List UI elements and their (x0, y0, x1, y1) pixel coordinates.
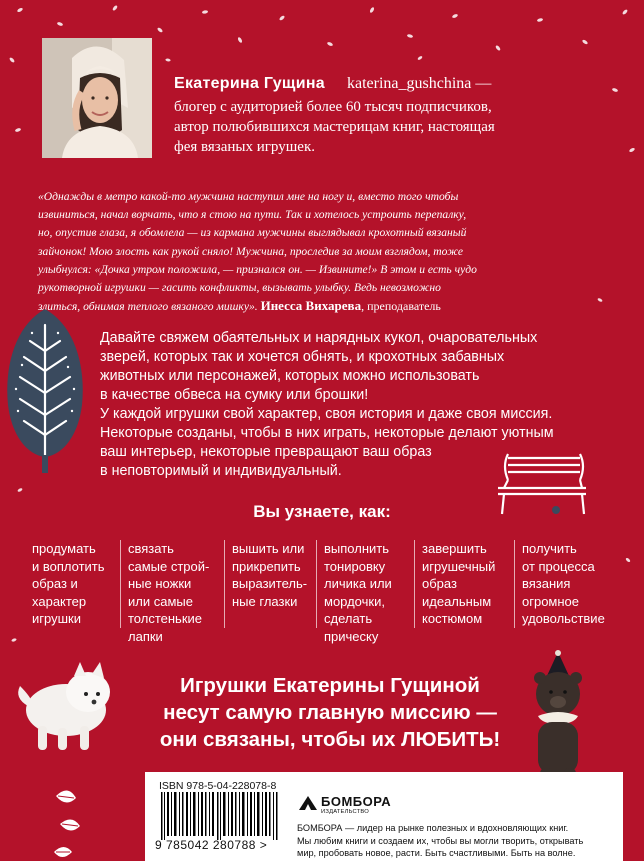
intro-line: животных или персонажей, которых можно использовать (100, 368, 480, 384)
quote-line: улыбнулся: «Дочка утром положила, — признался он. — Извините!» В этом и есть чудо (38, 262, 477, 276)
learn-column (514, 540, 616, 628)
slogan-line: Игрушки Екатерины Гущиной (180, 674, 480, 697)
quote-line: «Однажды в метро какой-то мужчина наступил мне на ногу и, вместо того чтобы (38, 190, 459, 203)
learn-item-line: лапки (128, 628, 163, 644)
learn-item-line: образ и (32, 576, 78, 591)
learn-item-line: или самые (128, 593, 193, 609)
bombora-logo-icon (297, 794, 319, 812)
author-handle: katerina_gushchina — (347, 75, 492, 92)
learn-item-line: мордочки, (324, 593, 385, 609)
learn-item-line: прическу (324, 628, 379, 644)
learn-item-line: игрушки (32, 611, 81, 626)
author-photo (42, 38, 152, 158)
isbn-text: ISBN 978-5-04-228078-8 (159, 780, 277, 792)
learn-item-line: от процесса (522, 558, 595, 574)
leaf-decoration (46, 780, 106, 860)
intro-paragraph-1 (100, 329, 620, 405)
learn-column (414, 540, 516, 628)
learn-item-line: вышить или (232, 541, 305, 556)
publisher-name: БОМБОРА (321, 794, 392, 809)
learn-column (32, 540, 120, 628)
intro-line: ваш интерьер, некоторые превращают ваш образ (100, 444, 432, 460)
publisher-line: БОМБОРА — лидер на рынке полезных и вдохновляющих книг. (297, 823, 569, 833)
publisher-line: мир, пробовать новое, расти. Быть счастливыми. Быть на волне. (297, 848, 576, 858)
learn-column (224, 540, 318, 628)
quote-author-role: , преподаватель (361, 299, 441, 314)
slogan-line: несут самую главную миссию — (163, 701, 497, 724)
learn-item-line: костюмом (422, 611, 483, 626)
learn-item-line: ные ножки (128, 576, 192, 591)
learn-columns (24, 540, 614, 644)
learn-item-line: вязания (522, 576, 571, 591)
author-bio-line: автор полюбившихся мастерицам книг, настоящая (174, 119, 495, 135)
testimonial-quote (38, 188, 608, 316)
learn-item-line: тонировку (324, 558, 386, 574)
slogan-line: они связаны, чтобы их ЛЮБИТЬ! (159, 728, 501, 751)
author-name: Екатерина Гущина (174, 75, 325, 92)
learn-item-line: выполнить (324, 541, 389, 556)
intro-line: зверей, которых так и хочется обнять, и крохотных забавных (100, 349, 505, 365)
learn-item-line: завершить (422, 541, 487, 556)
author-bio-line: блогер с аудиторией более 60 тысяч подписчиков, (174, 99, 492, 115)
learn-item-line: игрушечный (422, 558, 496, 574)
learn-item-line: сделать (324, 611, 373, 626)
learn-item-line: и воплотить (32, 558, 105, 574)
quote-line: зайчонок! Мою злость как рукой сняло! Мужчина, проследив за моим взглядом, тоже (38, 244, 463, 258)
intro-line: Некоторые созданы, чтобы в них играть, некоторые делают уютным (100, 425, 554, 441)
learn-item-line: образ (422, 576, 457, 591)
intro-line: У каждой игрушки свой характер, своя история и даже своя миссия. (100, 406, 553, 422)
quote-line: но, опустив глаза, я обомлела — из кармана мужчины выглядывал крохотный вязаный (38, 226, 467, 240)
author-bio-line: фея вязаных игрушек. (174, 139, 315, 155)
barcode-icon (157, 792, 289, 840)
intro-line: в качестве обвеса на сумку или брошки! (100, 387, 369, 403)
decorative-tree-icon (2, 305, 88, 475)
knitted-dog-photo (10, 650, 130, 760)
learn-item-line: огромное (522, 593, 580, 609)
learn-item-line: выразитель- (232, 576, 308, 591)
learn-item-line: личика или (324, 576, 392, 591)
intro-line: в неповторимый и индивидуальный. (100, 463, 342, 479)
learn-item-line: удовольствие (522, 611, 605, 626)
quote-last-line (38, 297, 608, 316)
learn-item-line: идеальным (422, 593, 492, 609)
learn-item-line: самые строй- (128, 558, 210, 574)
learn-heading: Вы узнаете, как: (253, 502, 391, 521)
learn-item-line: характер (32, 593, 87, 609)
quote-line: извиниться, начал ворчать, что я стою на пути. Так и хотелось устроить перепалку, (38, 208, 467, 222)
learn-column (316, 540, 410, 644)
barcode-panel (145, 772, 623, 861)
knitted-bear-photo (518, 650, 598, 790)
author-bio (174, 97, 594, 157)
barcode-digits: 9 785042 280788 > (155, 838, 268, 852)
quote-line: рукотворной игрушки — гасить конфликты, вызывать улыбку. Ведь невозможно (38, 281, 441, 295)
intro-line: Давайте свяжем обаятельных и нарядных кукол, очаровательных (100, 330, 538, 346)
slogan (130, 672, 530, 753)
quote-line: злиться, обнимая теплого вязаного мишку». (38, 300, 258, 314)
publisher-subtitle: ИЗДАТЕЛЬСТВО (321, 809, 370, 815)
learn-item-line: прикрепить (232, 558, 301, 574)
learn-item-line: продумать (32, 541, 96, 556)
quote-author: Инесса Вихарева (260, 298, 362, 314)
publisher-line: Мы любим книги и создаем их, чтобы вы могли творить, открывать (297, 835, 584, 846)
learn-item-line: толстенькие (128, 611, 203, 626)
publisher-description (297, 822, 617, 860)
learn-column (120, 540, 226, 644)
learn-item-line: получить (522, 541, 577, 556)
learn-item-line: связать (128, 541, 174, 556)
learn-item-line: ные глазки (232, 593, 298, 609)
